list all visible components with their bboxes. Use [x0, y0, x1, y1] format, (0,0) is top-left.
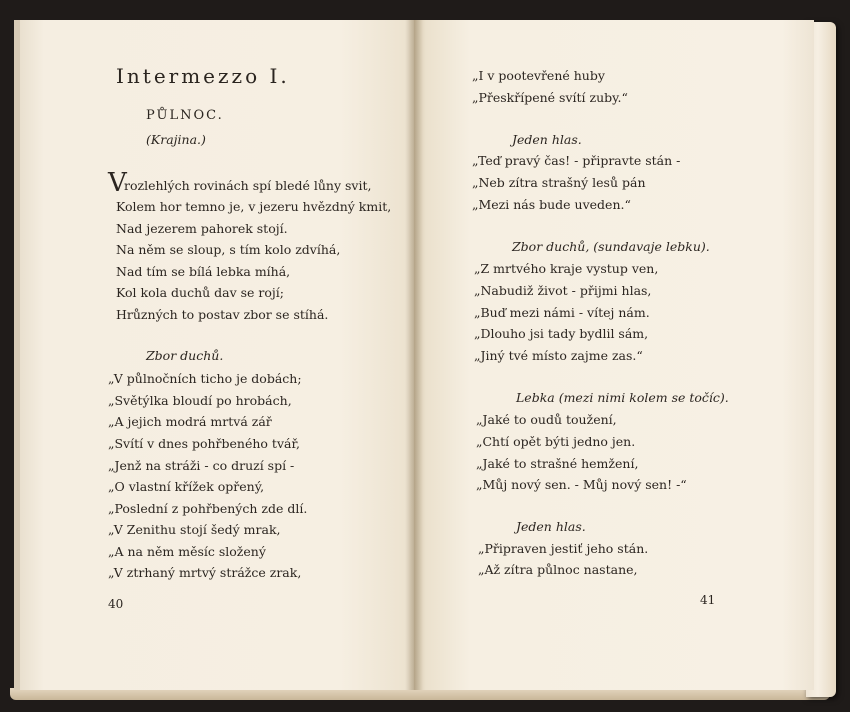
verse-line: Hrůzných to postav zbor se stíhá.	[116, 307, 329, 322]
verse-line: „Jaké to oudů toužení,	[476, 412, 617, 427]
poem-subheading: (Krajina.)	[146, 132, 206, 147]
verse-line: „Můj nový sen. - Můj nový sen! -“	[476, 477, 687, 492]
poem-heading: PŮLNOC.	[146, 108, 224, 123]
verse-line: „V Zenithu stojí šedý mrak,	[108, 522, 281, 537]
verse-line: „A jejich modrá mrtvá zář	[108, 414, 272, 429]
section-title: Intermezzo I.	[116, 64, 290, 88]
verse-line: „I v pootevřené huby	[472, 68, 605, 83]
verse-line: „Z mrtvého kraje vystup ven,	[474, 261, 659, 276]
verse-line: „Jenž na stráži - co druzí spí -	[108, 458, 295, 473]
book-gutter	[405, 20, 423, 690]
speaker-label: Zbor duchů, (sundavaje lebku).	[512, 239, 710, 254]
verse-line: „Až zítra půlnoc nastane,	[478, 562, 638, 577]
verse-line: „Chtí opět býti jedno jen.	[476, 434, 636, 449]
speaker-label: Jeden hlas.	[516, 519, 586, 534]
verse-line: „O vlastní křížek opřený,	[108, 479, 265, 494]
verse-line: „Poslední z pohřbených zde dlí.	[108, 501, 308, 516]
verse-line: „Neb zítra strašný lesů pán	[472, 175, 646, 190]
verse-line: Nad tím se bílá lebka míhá,	[116, 264, 291, 279]
verse-line: rozlehlých rovinách spí bledé lůny svit,	[124, 178, 372, 193]
verse-line: „Mezi nás bude uveden.“	[472, 197, 631, 212]
verse-line: „Dlouho jsi tady bydlil sám,	[474, 326, 649, 341]
speaker-label: Jeden hlas.	[512, 132, 582, 147]
verse-line: „Buď mezi námi - vítej nám.	[474, 305, 650, 320]
verse-line: „Svítí v dnes pohřbeného tvář,	[108, 436, 301, 451]
verse-line: „Připraven jestiť jeho stán.	[478, 541, 649, 556]
verse-line: „A na něm měsíc složený	[108, 544, 266, 559]
drop-cap: V	[108, 168, 127, 198]
verse-line: „Světýlka bloudí po hrobách,	[108, 393, 292, 408]
verse-line: „Nabudiž život - přijmi hlas,	[474, 283, 652, 298]
page-number-left: 40	[108, 597, 124, 611]
verse-line: „Jiný tvé místo zajme zas.“	[474, 348, 643, 363]
speaker-label: Zbor duchů.	[146, 348, 224, 363]
speaker-label: Lebka (mezi nimi kolem se točíc).	[516, 390, 729, 405]
verse-line: Na něm se sloup, s tím kolo zdvíhá,	[116, 242, 341, 257]
verse-line: „Jaké to strašné hemžení,	[476, 456, 639, 471]
verse-line: „Přeskřípené svítí zuby.“	[472, 90, 628, 105]
page-number-right: 41	[700, 593, 716, 607]
verse-line: „Teď pravý čas! - připravte stán -	[472, 153, 681, 168]
verse-line: Kol kola duchů dav se rojí;	[116, 285, 285, 300]
verse-line: „V ztrhaný mrtvý strážce zrak,	[108, 565, 302, 580]
verse-line: „V půlnočních ticho je dobách;	[108, 371, 302, 386]
verse-line: Kolem hor temno je, v jezeru hvězdný kmit,	[116, 199, 392, 214]
verse-line: Nad jezerem pahorek stojí.	[116, 221, 288, 236]
